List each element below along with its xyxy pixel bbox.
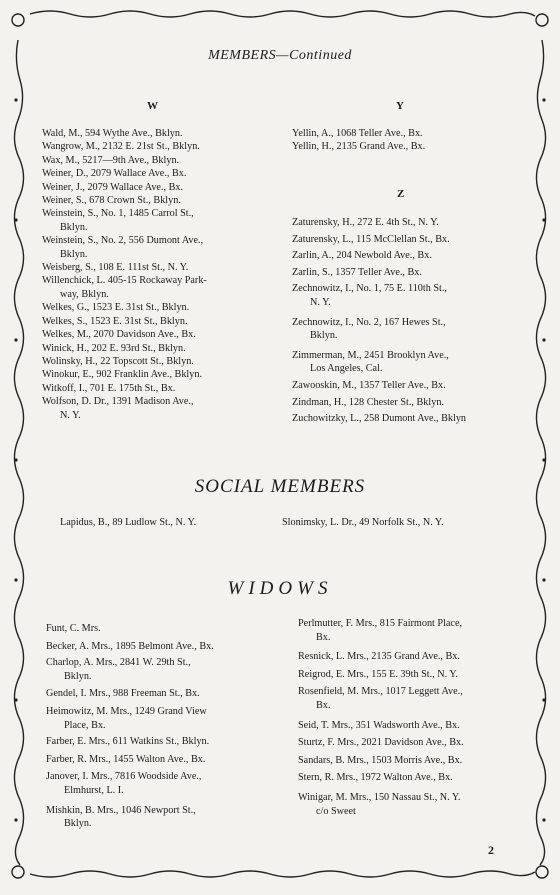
entry-line: Yellin, A., 1068 Teller Ave., Bx. bbox=[292, 128, 423, 139]
entry-line: Zaturensky, L., 115 McClellan St., Bx. bbox=[292, 233, 450, 245]
list-item bbox=[292, 316, 522, 343]
entry-line: Zawooskin, M., 1357 Teller Ave., Bx. bbox=[292, 379, 446, 391]
entry-line: Welkes, G., 1523 E. 31st St., Bklyn. bbox=[42, 302, 190, 314]
entry-continuation: Bklyn. bbox=[310, 330, 338, 342]
list-item bbox=[42, 274, 282, 301]
entry-continuation: Bklyn. bbox=[64, 670, 92, 682]
entry-line: Weisberg, S., 108 E. 111st St., N. Y. bbox=[42, 262, 189, 274]
entry-line: Becker, A. Mrs., 1895 Belmont Ave., Bx. bbox=[46, 640, 214, 652]
list-item bbox=[298, 736, 528, 750]
entry-line: Resnick, L. Mrs., 2135 Grand Ave., Bx. bbox=[298, 651, 460, 663]
entry-line: Mishkin, B. Mrs., 1046 Newport St., bbox=[46, 804, 196, 816]
entry-line: Zaturensky, H., 272 E. 4th St., N. Y. bbox=[292, 217, 439, 228]
list-item bbox=[42, 355, 282, 368]
entry-line: Zechnowitz, I., No. 2, 167 Hewes St., bbox=[292, 316, 446, 328]
widows-list-left bbox=[46, 622, 286, 831]
list-item bbox=[42, 342, 282, 355]
list-item bbox=[42, 301, 282, 314]
entry-line: Welkes, M., 2070 Davidson Ave., Bx. bbox=[42, 329, 196, 341]
entry-line: Willenchick, L. 405-15 Rockaway Park- bbox=[42, 275, 207, 287]
entry-line: Seid, T. Mrs., 351 Wadsworth Ave., Bx. bbox=[298, 719, 460, 731]
list-item bbox=[292, 412, 522, 426]
list-item bbox=[298, 685, 528, 712]
list-item bbox=[298, 617, 528, 644]
list-item bbox=[292, 379, 522, 393]
widows-list-right bbox=[298, 617, 528, 818]
entry-line: Winigar, M. Mrs., 150 Nassau St., N. Y. bbox=[298, 791, 461, 803]
entry-line: Sturtz, F. Mrs., 2021 Davidson Ave., Bx. bbox=[298, 737, 464, 749]
widows-title: WIDOWS bbox=[227, 578, 333, 599]
list-item bbox=[292, 282, 522, 309]
list-item bbox=[42, 261, 282, 274]
entry-line: Farber, E. Mrs., 611 Watkins St., Bklyn. bbox=[46, 736, 210, 748]
entry-line: Zuchowitzky, L., 258 Dumont Ave., Bklyn bbox=[292, 413, 467, 425]
list-item bbox=[42, 154, 282, 167]
social-members-title: SOCIAL MEMBERS bbox=[194, 476, 366, 497]
entry-line: Perlmutter, F. Mrs., 815 Fairmont Place, bbox=[298, 618, 463, 629]
list-item bbox=[42, 127, 282, 140]
entry-line: Stern, R. Mrs., 1972 Walton Ave., Bx. bbox=[298, 772, 453, 784]
entry-continuation: Los Angeles, Cal. bbox=[310, 363, 383, 375]
page-title: MEMBERS—Continued bbox=[208, 48, 352, 63]
list-item bbox=[46, 770, 286, 797]
list-item bbox=[42, 328, 282, 341]
entry-continuation: Bklyn. bbox=[60, 248, 88, 260]
list-item bbox=[298, 668, 528, 682]
entry-continuation: Bklyn. bbox=[64, 818, 92, 830]
section-letter-z: Z bbox=[397, 188, 405, 200]
entry-line: Wolfson, D. Dr., 1391 Madison Ave., bbox=[42, 396, 194, 408]
list-item bbox=[298, 719, 528, 733]
entry-line: Weiner, S., 678 Crown St., Bklyn. bbox=[42, 195, 181, 207]
entry-line: Zechnowitz, I., No. 1, 75 E. 110th St., bbox=[292, 283, 447, 295]
list-item bbox=[292, 396, 522, 410]
entry-line: Welkes, S., 1523 E. 31st St., Bklyn. bbox=[42, 315, 188, 327]
members-list-y bbox=[292, 127, 522, 154]
list-item bbox=[46, 622, 286, 636]
list-item bbox=[46, 735, 286, 749]
entry-line: Heimowitz, M. Mrs., 1249 Grand View bbox=[46, 705, 207, 717]
entry-line: Funt, C. Mrs. bbox=[46, 623, 101, 634]
section-letter-w: W bbox=[147, 100, 158, 112]
entry-line: Winick, H., 202 E. 93rd St., Bklyn. bbox=[42, 342, 186, 354]
entry-line: Zimmerman, M., 2451 Brooklyn Ave., bbox=[292, 349, 449, 361]
section-letter-y: Y bbox=[396, 100, 404, 112]
entry-continuation: Bx. bbox=[316, 699, 331, 711]
list-item bbox=[292, 127, 522, 140]
list-item bbox=[298, 771, 528, 785]
entry-line: Rosenfield, M. Mrs., 1017 Leggett Ave., bbox=[298, 686, 463, 698]
entry-line: Charlop, A. Mrs., 2841 W. 29th St., bbox=[46, 657, 191, 669]
entry-line: Wolinsky, H., 22 Topscott St., Bklyn. bbox=[42, 355, 194, 367]
list-item bbox=[292, 233, 522, 247]
list-item bbox=[42, 167, 282, 180]
list-item bbox=[46, 656, 286, 683]
list-item bbox=[292, 249, 522, 263]
list-item bbox=[292, 140, 522, 153]
list-item bbox=[42, 140, 282, 153]
list-item bbox=[46, 705, 286, 732]
list-item bbox=[42, 315, 282, 328]
social-member-entry: Lapidus, B., 89 Ludlow St., N. Y. bbox=[60, 517, 197, 528]
entry-line: Reigrod, E. Mrs., 155 E. 39th St., N. Y. bbox=[298, 668, 458, 680]
list-item bbox=[292, 216, 522, 230]
entry-continuation: Place, Bx. bbox=[64, 719, 106, 731]
entry-line: Farber, R. Mrs., 1455 Walton Ave., Bx. bbox=[46, 753, 206, 765]
entry-continuation: way, Bklyn. bbox=[60, 288, 109, 300]
list-item bbox=[42, 368, 282, 381]
entry-continuation: Bklyn. bbox=[60, 221, 88, 233]
list-item bbox=[42, 234, 282, 261]
members-list-z bbox=[292, 216, 522, 426]
list-item bbox=[46, 753, 286, 767]
list-item bbox=[42, 194, 282, 207]
list-item bbox=[46, 640, 286, 654]
list-item bbox=[46, 804, 286, 831]
list-item bbox=[298, 650, 528, 664]
entry-continuation: Bx. bbox=[316, 631, 331, 643]
entry-line: Sandars, B. Mrs., 1503 Morris Ave., Bx. bbox=[298, 754, 463, 766]
entry-line: Zindman, H., 128 Chester St., Bklyn. bbox=[292, 396, 444, 408]
list-item bbox=[298, 754, 528, 768]
entry-line: Weinstein, S., No. 2, 556 Dumont Ave., bbox=[42, 235, 204, 247]
list-item bbox=[42, 382, 282, 395]
entry-line: Yellin, H., 2135 Grand Ave., Bx. bbox=[292, 141, 426, 153]
members-list-w bbox=[42, 127, 282, 422]
list-item bbox=[42, 207, 282, 234]
page-number: 2 bbox=[488, 843, 494, 857]
entry-line: Zarlin, A., 204 Newbold Ave., Bx. bbox=[292, 250, 432, 262]
entry-continuation: Elmhurst, L. I. bbox=[64, 784, 124, 796]
list-item bbox=[292, 349, 522, 376]
entry-line: Wald, M., 594 Wythe Ave., Bklyn. bbox=[42, 128, 183, 139]
entry-line: Weinstein, S., No. 1, 1485 Carrol St., bbox=[42, 208, 194, 220]
list-item bbox=[42, 181, 282, 194]
social-member-entry: Slonimsky, L. Dr., 49 Norfolk St., N. Y. bbox=[282, 517, 444, 528]
entry-line: Wangrow, M., 2132 E. 21st St., Bklyn. bbox=[42, 141, 200, 153]
entry-continuation: N. Y. bbox=[310, 296, 331, 308]
list-item bbox=[292, 266, 522, 280]
entry-line: Gendel, I. Mrs., 988 Freeman St., Bx. bbox=[46, 688, 200, 700]
entry-continuation: c/o Sweet bbox=[316, 805, 356, 817]
entry-line: Wax, M., 5217—9th Ave., Bklyn. bbox=[42, 154, 180, 166]
list-item bbox=[42, 395, 282, 422]
entry-continuation: N. Y. bbox=[60, 409, 81, 421]
entry-line: Witkoff, I., 701 E. 175th St., Bx. bbox=[42, 382, 176, 394]
entry-line: Weiner, J., 2079 Wallace Ave., Bx. bbox=[42, 181, 184, 193]
list-item bbox=[46, 687, 286, 701]
entry-line: Winokur, E., 902 Franklin Ave., Bklyn. bbox=[42, 369, 202, 381]
entry-line: Janover, I. Mrs., 7816 Woodside Ave., bbox=[46, 771, 202, 783]
entry-line: Zarlin, S., 1357 Teller Ave., Bx. bbox=[292, 266, 422, 278]
entry-line: Weiner, D., 2079 Wallace Ave., Bx. bbox=[42, 168, 187, 180]
list-item bbox=[298, 791, 528, 818]
